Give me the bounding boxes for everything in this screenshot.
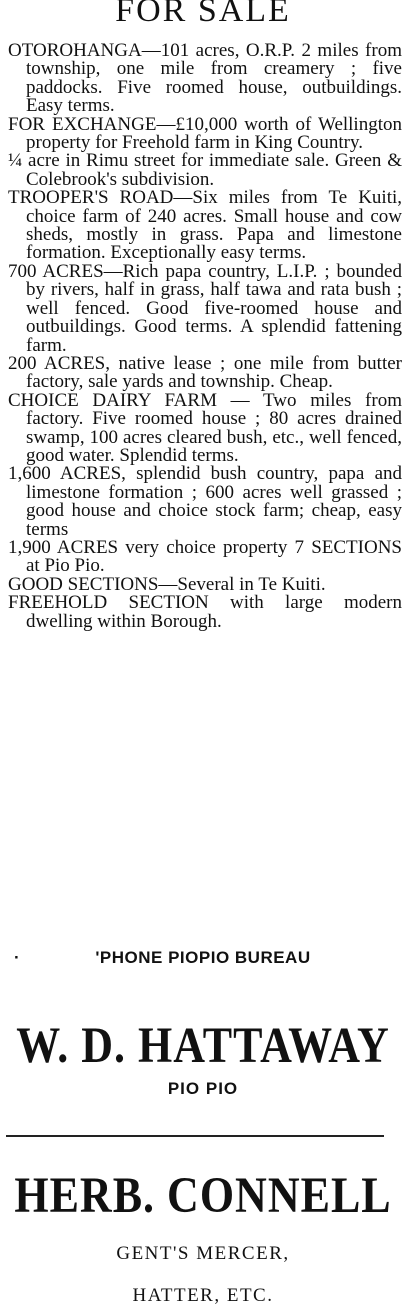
listing-1600-acres: 1,600 ACRES, splendid bush country, papa and limestone formation ; 600 acres well grassed ; good house and choice stock farm; cheap, easy terms: [8, 463, 402, 540]
listing-exchange: FOR EXCHANGE—£10,000 worth of Wellington property for Freehold farm in King Country.: [8, 113, 402, 154]
listing-freehold-section: FREEHOLD SECTION with large modern dwelling within Borough.: [8, 592, 402, 632]
listing-dairy-farm: CHOICE DAIRY FARM — Two miles from factory. Five roomed house ; 80 acres drained swamp, 100 acres cleared bush, etc., well fenced, good water. Splendid terms.: [8, 389, 402, 466]
agent-name: W. D. HATTAWAY: [16, 1017, 390, 1074]
listing-200-acres: 200 ACRES, native lease ; one mile from butter factory, sale yards and township. Cheap.: [8, 352, 402, 393]
listing-troopers-road: TROOPER'S ROAD—Six miles from Te Kuiti, choice farm of 240 acres. Small house and cow sheds, mostly in grass. Papa and limestone formation. Exceptionally easy terms.: [8, 187, 402, 264]
listing-good-sections: GOOD SECTIONS—Several in Te Kuiti.: [8, 573, 326, 595]
listing-700-acres: 700 ACRES—Rich papa country, L.I.P. ; bounded by rivers, half in grass, half tawa and rata bush ; well fenced. Good five-roomed house and outbuildings. Good terms. A splendid fattening farm.: [8, 260, 402, 356]
listing-otorohanga: OTOROHANGA—101 acres, O.R.P. 2 miles from township, one mile from creamery ; five paddocks. Five roomed house, outbuildings. Easy terms.: [8, 40, 402, 117]
merchant-name: HERB. CONNELL: [14, 1167, 392, 1224]
merchant-trade-line-1: GENT'S MERCER,: [116, 1243, 290, 1264]
merchant-trade-line-2: HATTER, ETC.: [132, 1285, 274, 1306]
phone-line: [0, 948, 406, 968]
listing-rimu-street: ¼ acre in Rimu street for immediate sale. Green & Colebrook's subdivision.: [8, 150, 402, 190]
listing-1900-acres: 1,900 ACRES very choice property 7 SECTIONS at Pio Pio.: [8, 536, 402, 577]
divider-rule: [6, 1135, 384, 1137]
phone-text: 'PHONE PIOPIO BUREAU: [95, 948, 311, 967]
bullet-dot: ·: [14, 948, 21, 967]
for-sale-heading: FOR SALE: [115, 0, 291, 29]
agent-town: PIO PIO: [167, 1079, 239, 1098]
property-listings: [4, 42, 402, 631]
